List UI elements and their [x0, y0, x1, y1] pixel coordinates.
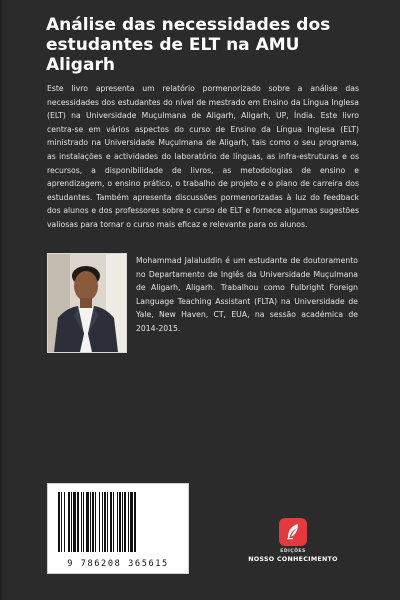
barcode-bars [56, 492, 180, 554]
author-portrait-icon [48, 254, 126, 352]
publisher-name: NOSSO CONHECIMENTO [248, 556, 338, 563]
author-bio: Mohammad Jalaluddin é um estudante de doutoramento no Departamento de Inglês da Universidade Muçulmana de Aligarh, Aligarh. Trabalhou como Fulbright Foreign Language Teaching Assistant (FLTA) na Universidade de Yale, New Haven, CT, EUA, na sessão académica de 2014-2015. [136, 256, 358, 333]
isbn-barcode [47, 483, 189, 574]
author-photo [47, 253, 127, 353]
left-edge-shade [0, 0, 4, 600]
book-title: Análise das necessidades dos estudantes de ELT na AMU Aligarh [46, 15, 331, 75]
quill-icon [285, 523, 301, 541]
isbn-digits: 9 786208 365615 [67, 559, 169, 569]
publisher-logo [279, 518, 307, 546]
publisher-small-label: EDIÇÕES [280, 549, 306, 554]
book-description: Este livro apresenta um relatório pormenorizado sobre a análise das necessidades dos estudantes do nível de mestrado em Ensino da Língua Inglesa (ELT) na Universidade Muçulmana de Aligarh, Aligarh, UP, Índia. Este livro centra-se em vários aspectos do curso de Ensino da Língua Inglesa (ELT) ministrado na Universidade Muçulmana de Aligarh, tais como o seu programa, as instalações e actividades do laboratório de línguas, as infra-estruturas e os recursos, a disponibilidade de livros, as metodologias de ensino e aprendizagem, o ensino prático, o trabalho de projeto e o plano de carreira dos estudantes. Também apresenta discussões pormenorizadas à luz do feedback dos alunos e dos professores sobre o curso de ELT e fornece algumas sugestões valiosas para tornar o curso mais eficaz e relevante para os alunos. [47, 84, 359, 229]
publisher-block [248, 518, 338, 563]
